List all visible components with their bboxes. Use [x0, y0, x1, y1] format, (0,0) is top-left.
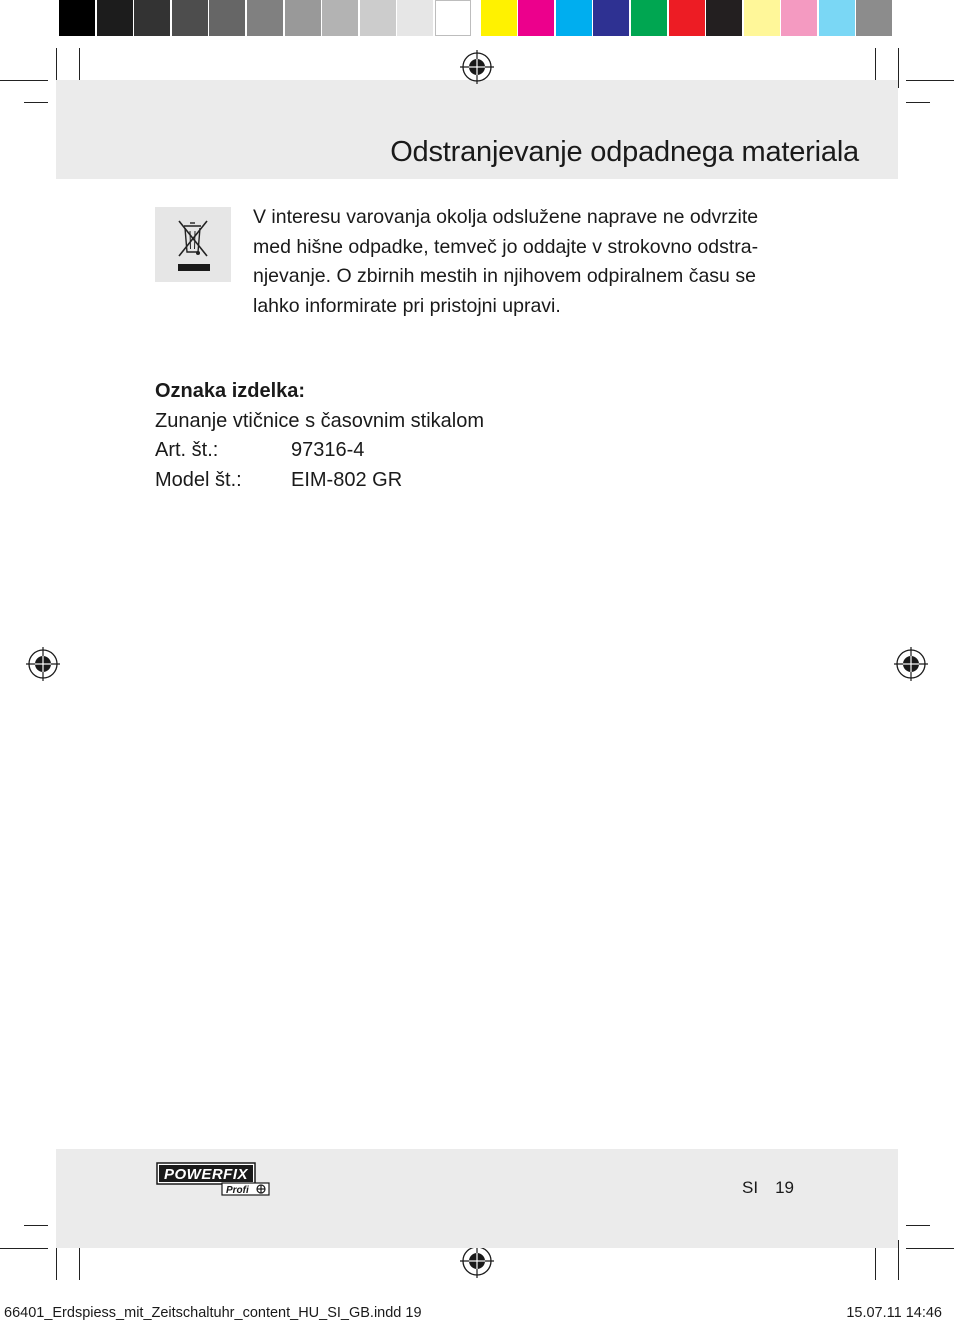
registration-mark-icon: [460, 50, 494, 84]
disposal-paragraph: [253, 203, 813, 321]
calibration-swatch: [669, 0, 705, 36]
crossed-out-wheelie-bin-icon: [155, 207, 231, 282]
disposal-line: njevanje. O zbirnih mestih in njihovem odpiralnem času se: [253, 265, 756, 287]
calibration-swatch: [285, 0, 321, 36]
calibration-swatch: [322, 0, 358, 36]
slug-timestamp: 15.07.11 14:46: [846, 1305, 942, 1321]
calibration-swatch: [706, 0, 742, 36]
calibration-swatch: [134, 0, 170, 36]
page-number: [742, 1178, 794, 1198]
product-info: [155, 377, 484, 495]
crop-mark: [906, 1248, 954, 1249]
product-info-heading: Oznaka izdelka:: [155, 380, 306, 402]
calibration-swatch: [481, 0, 517, 36]
article-number-row: [155, 436, 484, 466]
registration-mark-icon: [460, 1244, 494, 1278]
calibration-swatch: [556, 0, 592, 36]
registration-mark-icon: [894, 647, 928, 681]
page-title: Odstranjevanje odpadnega materiala: [390, 136, 859, 168]
calibration-swatch: [59, 0, 95, 36]
calibration-swatch: [435, 0, 471, 36]
disposal-symbol-box: [155, 207, 231, 282]
calibration-swatch: [781, 0, 817, 36]
crop-mark: [898, 1240, 899, 1280]
powerfix-logo: [156, 1162, 270, 1196]
registration-mark-icon: [26, 647, 60, 681]
crop-mark: [0, 80, 48, 81]
crop-mark: [906, 80, 954, 81]
model-number-row: [155, 466, 484, 496]
calibration-swatch: [172, 0, 208, 36]
calibration-swatch: [397, 0, 433, 36]
article-number-label: Art. št.:: [155, 439, 219, 461]
calibration-swatch: [856, 0, 892, 36]
disposal-line: med hišne odpadke, temveč jo oddajte v strokovno odstra-: [253, 235, 759, 258]
model-number-label: Model št.:: [155, 468, 242, 491]
calibration-swatch: [593, 0, 629, 36]
slug-filename: 66401_Erdspiess_mit_Zeitschaltuhr_content_HU_SI_GB.indd 19: [4, 1305, 422, 1321]
calibration-swatch: [819, 0, 855, 36]
crop-mark: [24, 102, 48, 103]
crop-mark: [906, 102, 930, 103]
crop-mark: [898, 48, 899, 88]
calibration-swatch: [247, 0, 283, 36]
language-code: SI: [742, 1178, 759, 1197]
color-calibration-bar: [56, 0, 897, 40]
logo-sub: Profi: [226, 1185, 249, 1196]
model-number-value: EIM-802 GR: [291, 468, 403, 491]
crop-mark: [906, 1225, 930, 1226]
product-name: Zunanje vtičnice s časovnim stikalom: [155, 409, 485, 432]
calibration-swatch: [360, 0, 396, 36]
crop-mark: [24, 1225, 48, 1226]
disposal-line: lahko informirate pri pristojni upravi.: [253, 294, 561, 317]
calibration-swatch: [631, 0, 667, 36]
disposal-line: V interesu varovanja okolja odslužene naprave ne odvrzite: [253, 206, 759, 228]
page-number-value: 19: [775, 1178, 794, 1197]
calibration-swatch: [209, 0, 245, 36]
article-number-value: 97316-4: [291, 439, 365, 461]
calibration-swatch: [744, 0, 780, 36]
crop-mark: [0, 1248, 48, 1249]
logo-wordmark: POWERFIX: [163, 1166, 249, 1183]
calibration-swatch: [518, 0, 554, 36]
calibration-swatch: [97, 0, 133, 36]
